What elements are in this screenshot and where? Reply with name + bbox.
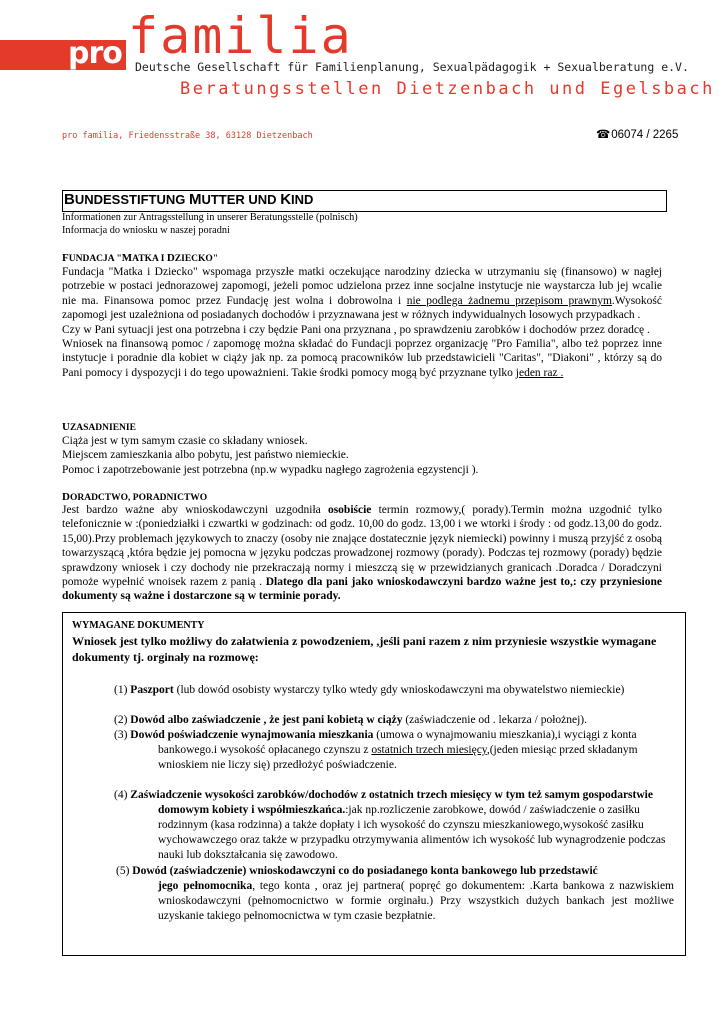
section-heading-uzasadnienie: UZASADNIENIE [62,421,136,433]
phone-text: 06074 / 2265 [611,129,679,141]
offices-title: Beratungsstellen Dietzenbach und Egelsbach [180,79,715,99]
fundacja-paragraph-2: Czy w Pani sytuacji jest ona potrzebna i czy będzie Pani ona przyznana , po sprawdzeniu zarobków i dochodów przez doradcę . [62,323,650,336]
document-item-2: (2) Dowód albo zaświadczenie , że jest pani kobietą w ciąży (zaświadczenie od . lekarza / położnej). [114,714,587,726]
section-heading-doradctwo: DORADCTWO, PORADNICTWO [62,491,208,503]
document-item-1: (1) Paszport (lub dowód osobisty wystarczy tylko wtedy gdy wnioskodawczyni ma obywatelstwo niemieckie) [114,684,625,696]
underlined-phrase: jeden raz . [515,366,564,379]
document-item-4: (4) Zaświadczenie wysokości zarobków/dochodów z ostatnich trzech miesięcy w tym też samym gospodarstwie domowym kobiety i współmieszkańca.:jak np.rozliczenie zarobkowe, dowód / zaświadczenie o zasiłku rodzinnym (kasa rodzinna) a także dopłaty i ich wysokość do czynszu mieszkaniowego,wysokość zasiłku wychowawczego oraz także w przypadku otrzymywania alimentów ich wysokość lub wynagrodzenie podczas nauki lub dokształcania się zawodowo. [114,789,666,861]
fundacja-paragraph-3: Wniosek na finansową pomoc / zapomogę można składać do Fundacji poprzez organizację "Pro Familia", albo też poprzez inne instytucje i poradnie dla kobiet w ciąży jak np. za pomocą pracowników lub przedstawicieli "Caritas", "Diakoni" , którzy są do Pani pomocy i dyspozycji i do tego upoważnieni. Takie środki pomocy mogą być przyznane tylko jeden raz . [62,338,662,379]
title-word: IND [291,192,314,207]
section-heading-fundacja: FUNDACJA "MATKA I DZIECKO" [62,252,219,264]
intro-block [62,211,672,238]
doradctwo-body: Jest bardzo ważne aby wnioskodawczyni uzgodniła osobiście termin rozmowy,( porady).Termin można uzgodnić tylko telefonicznie w :(poniedziałki i czwartki w godzinach: od godz. 10,00 do godz. 13,00 i we wtorki i środy : od godz.13,00 do godz. 15,00).Przy problemach językowych to znaczy (osoby nie znające dostatecznie język niemiecki) powinny i muszą przyjść z osobą towarzyszącą ,która będzie jej pomocna w języku podczas prowadzonej rozmowy (porady). Podczas tej rozmowy (porady) będzie sprawdzony wniosek i czy dochody nie przekraczają normy i mieszczą się w przewidzianych granicach .Doradca / Doradczyni pomoże wypełnić wnoisek razem z panią . Dlatego dla pani jako wnioskodawczyni bardzo ważne jest to,: czy przyniesione dokumenty są ważne i dostarczone są w terminie porady. [62,504,662,603]
title-initial: B [64,191,75,208]
document-item-5: (5) Dowód (zaświadczenie) wnioskodawczyni co do posiadanego konta bankowego lub przedstawić jego pełnomocnika, tego konta , oraz jej partnera( popręć go dokumentem: .Karta bankowa z nazwiskiem wnioskodawczyni (pełnomocnictwo w formie orginału.) Przy wszystkich dużych bankach jest możliwe uzyskanie takiego pełnomocnictwa w tym czasie bezpłatnie. [116,865,674,922]
fundacja-paragraph-1: Fundacja "Matka i Dziecko" wspomaga przyszłe matki oczekujące narodziny dziecka w utrzymaniu się (finansowo) w nagłej potrzebie w postaci jednorazowej zapomogi, jeżeli pomoc udzielona przez inne socjalne instytucje nie waystarcza lub jej wcalie nie ma. Finansowa pomoc przez Fundację jest wolna i dobrowolna i nie podlega żadnemu przepisom prawnym.Wysokość zapomogi jest uzależniona od posiadanych dochodów i przyznawana jest w różnych indywidualnych losowych przypadkach . [62,266,662,322]
logo-familia: familia [128,7,353,65]
title-initial: K [280,191,292,208]
criterion-line: Pomoc i zapotrzebowanie jest potrzebna (np.w wypadku nagłego zagrożenia egzystencji ). [62,463,479,476]
fundacja-body [62,265,662,380]
organization-subtitle: Deutsche Gesellschaft für Familienplanung, Sexualpädagogik + Sexualberatung e.V. [135,60,689,74]
criterion-line: Ciąża jest w tym samym czasie co składany wniosek. [62,435,308,447]
phone-number [596,127,678,141]
page-title [64,191,313,209]
title-word: UNDESSTIFTUNG [74,192,189,207]
underlined-phrase: nie podlega żadnemu przepisom prawnym [406,294,612,307]
intro-line-pl: Informacja do wniosku w naszej poradni [62,225,230,237]
intro-line-de: Informationen zur Antragsstellung in unserer Beratungsstelle (polnisch) [62,212,358,223]
title-word: UTTER UND [201,192,281,207]
logo-pro: pro [68,36,122,71]
criterion-line: Miejscem zamieszkania albo pobytu, jest państwo niemieckie. [62,449,349,462]
uzasadnienie-body [62,434,662,477]
section-heading-documents: WYMAGANE DOKUMENTY [72,620,205,631]
documents-intro: Wniosek jest tylko możliwy do załatwienia z powodzeniem, ,jeśli pani razem z nim przyniesie wszystkie wymagane dokumenty tj. orginały na rozmowę: [72,634,657,664]
telephone-icon: ☎ [596,129,611,141]
address-line: pro familia, Friedensstraße 38, 63128 Dietzenbach [62,131,313,141]
title-initial: M [188,191,202,208]
document-item-3: (3) Dowód poświadczenie wynajmowania mieszkania (umowa o wynajmowaniu mieszkania),i wyciągi z konta bankowego.i wysokość opłacanego czynszu z ostatnich trzech miesięcy,(jeden miesiąc przed składanym wnioskiem nie liczy się) przedłożyć poświadczenie. [114,729,638,771]
